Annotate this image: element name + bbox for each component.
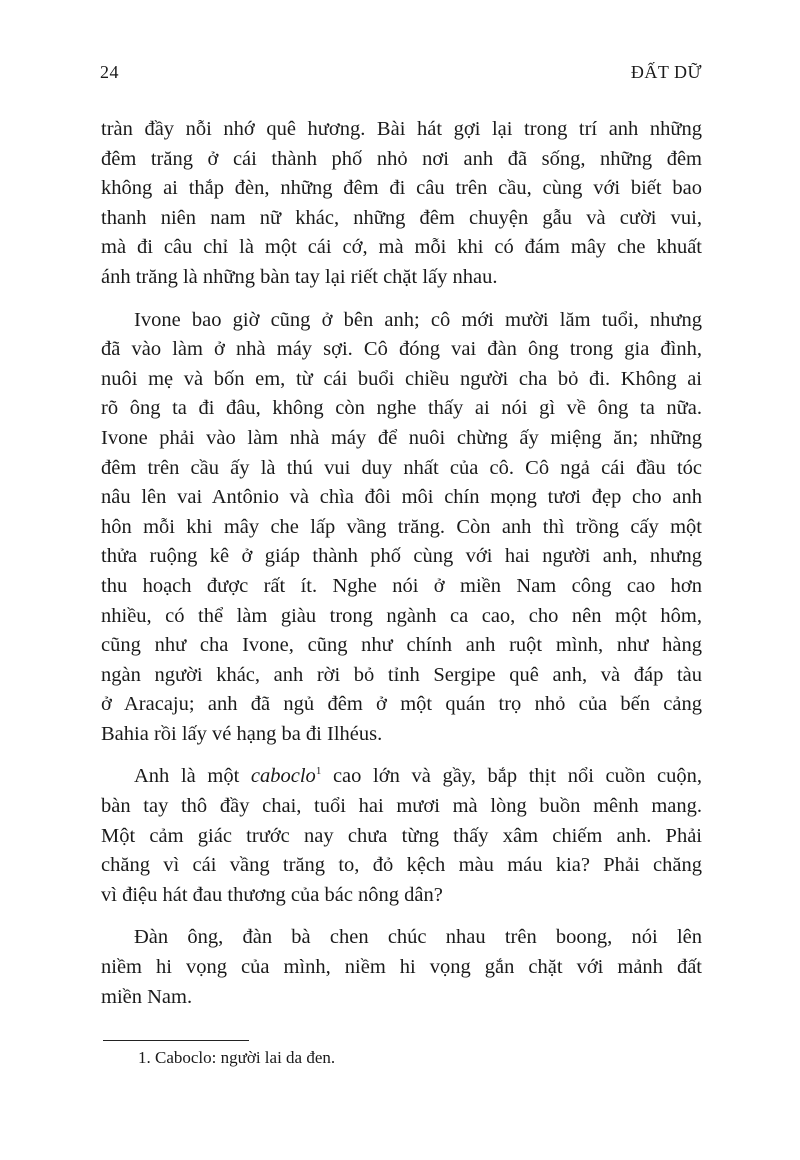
paragraph-line: thu hoạch được rất ít. Nghe nói ở miền Nam công cao hơn <box>101 574 702 597</box>
paragraph-line: đã vào làm ở nhà máy sợi. Cô đóng vai đàn ông trong gia đình, <box>101 338 702 361</box>
text-segment: Anh là một <box>134 765 251 788</box>
text-segment: cao lớn và gầy, bắp thịt nổi cuồn cuộn, <box>321 765 702 788</box>
paragraph-line: nhiều, có thể làm giàu trong ngành ca cao, cho nên một hôm, <box>101 604 702 627</box>
paragraph-line: cũng như cha Ivone, cũng như chính anh ruột mình, như hàng <box>101 634 702 657</box>
footnote-ref[interactable]: 1 <box>315 765 322 778</box>
paragraph-line: thanh niên nam nữ khác, những đêm chuyện gẫu và cười vui, <box>101 206 702 229</box>
paragraph-line: Ivone bao giờ cũng ở bên anh; cô mới mười lăm tuổi, nhưng <box>134 308 702 331</box>
paragraph-line: đêm trăng ở cái thành phố nhỏ nơi anh đã sống, những đêm <box>101 147 702 170</box>
paragraph-line: nuôi mẹ và bốn em, từ cái buổi chiều người cha bỏ đi. Không ai <box>101 367 702 390</box>
paragraph <box>101 115 702 293</box>
paragraph-line <box>101 762 702 792</box>
paragraph-line: không ai thắp đèn, những đêm đi câu trên cầu, cùng với biết bao <box>101 177 702 200</box>
paragraph-line: niềm hi vọng của mình, niềm hi vọng gắn chặt với mảnh đất <box>101 956 702 979</box>
paragraph-line: ở Aracaju; anh đã ngủ đêm ở một quán trọ nhỏ của bến cảng <box>101 693 702 716</box>
paragraph-line: hôn mỗi khi mây che lấp vầng trăng. Còn anh thì trồng cấy một <box>101 515 702 538</box>
paragraph-line: chăng vì cái vầng trăng to, đỏ kệch màu máu kia? Phải chăng <box>101 854 702 877</box>
paragraph-line: thửa ruộng kê ở giáp thành phố cùng với hai người anh, nhưng <box>101 545 702 568</box>
paragraph-line: bàn tay thô đầy chai, tuổi hai mươi mà lòng buồn mênh mang. <box>101 795 702 818</box>
paragraph-line: rõ ông ta đi đâu, không còn nghe thấy ai nói gì về ông ta nữa. <box>101 397 702 420</box>
paragraph-line: tràn đầy nỗi nhớ quê hương. Bài hát gợi lại trong trí anh những <box>101 118 702 140</box>
paragraph-line: miền Nam. <box>101 985 193 1008</box>
paragraph-line: Đàn ông, đàn bà chen chúc nhau trên boong, nói lên <box>134 926 702 949</box>
paragraph-line: mà đi câu chỉ là một cái cớ, mà mỗi khi có đám mây che khuất <box>101 236 702 259</box>
running-title: ĐẤT DỮ <box>630 62 702 82</box>
paragraph <box>101 923 702 1012</box>
paragraph-line: Ivone phải vào làm nhà máy để nuôi chừng ấy miệng ăn; những <box>101 426 702 449</box>
paragraph-line: đêm trên cầu ấy là thú vui duy nhất của cô. Cô ngả cái đầu tóc <box>101 456 702 479</box>
paragraph-line: ánh trăng là những bàn tay lại riết chặt lấy nhau. <box>101 265 498 288</box>
paragraph <box>101 306 702 750</box>
footnote-separator <box>103 1040 249 1041</box>
italic-term: caboclo <box>250 765 316 788</box>
paragraph-line: ngàn người khác, anh rời bỏ tỉnh Sergipe quê anh, và đáp tàu <box>101 663 702 686</box>
paragraph-line: Bahia rồi lấy vé hạng ba đi Ilhéus. <box>101 722 383 745</box>
page-body <box>101 115 702 1025</box>
paragraph <box>101 762 702 910</box>
footnote: 1. Caboclo: người lai da đen. <box>138 1048 336 1067</box>
page-number: 24 <box>100 62 119 82</box>
paragraph-line: Một cảm giác trước nay chưa từng thấy xâm chiếm anh. Phải <box>101 824 702 847</box>
paragraph-line: nâu lên vai Antônio và chìa đôi môi chín mọng tươi đẹp cho anh <box>101 486 702 509</box>
paragraph-line: vì điệu hát đau thương của bác nông dân? <box>101 883 443 906</box>
